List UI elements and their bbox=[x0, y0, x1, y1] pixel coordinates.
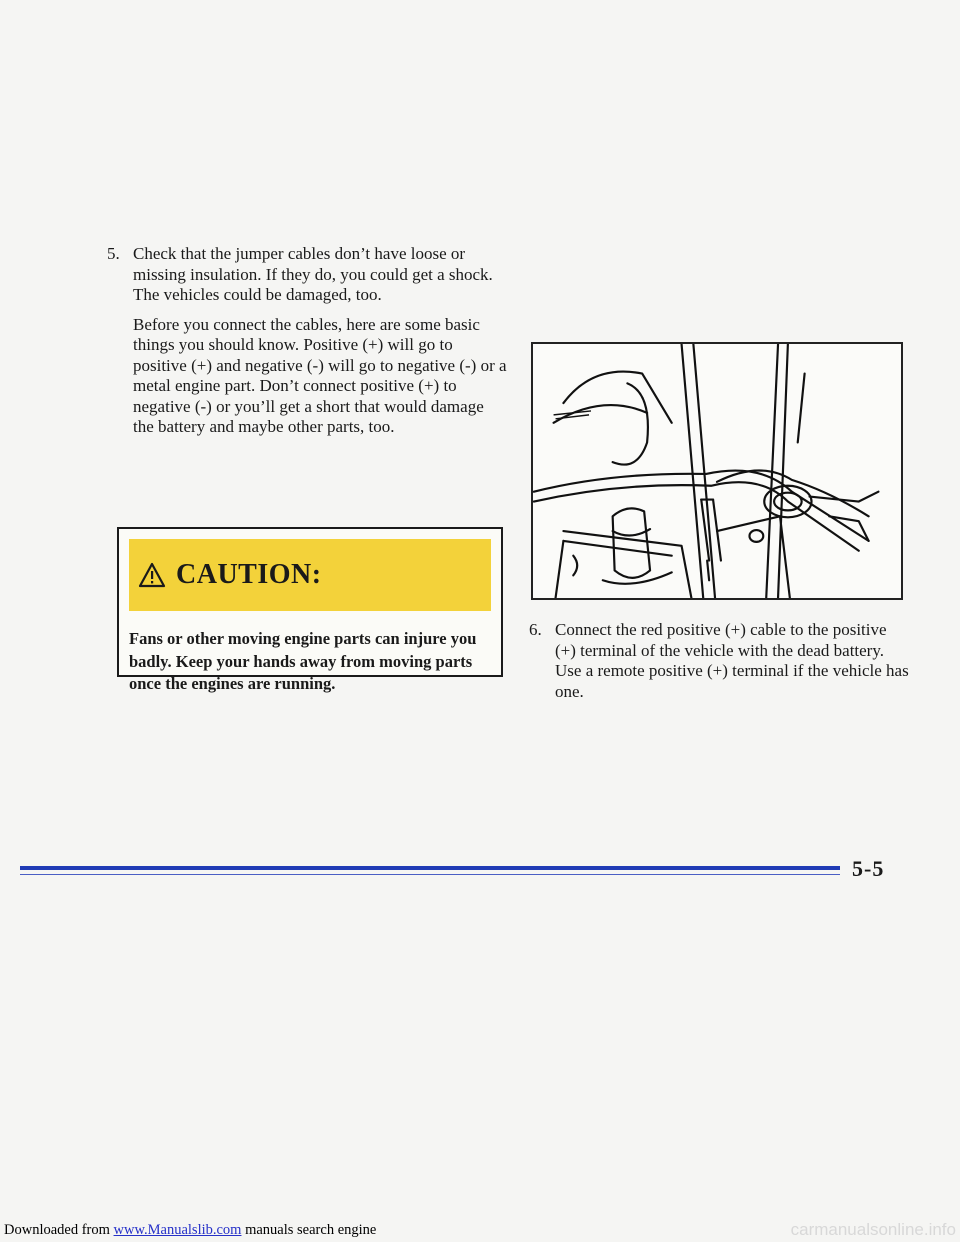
step-5-paragraph-1: Check that the jumper cables don’t have loose or missing insulation. If they do, you could get a shock. The vehicles could be damaged, too. bbox=[133, 244, 493, 304]
caution-label: CAUTION: bbox=[176, 559, 322, 590]
manualslib-link[interactable]: www.Manualslib.com bbox=[113, 1222, 242, 1238]
footer-rule-thick bbox=[20, 866, 840, 870]
download-footer bbox=[4, 1222, 376, 1239]
warning-triangle-icon bbox=[138, 562, 166, 588]
watermark: carmanualsonline.info bbox=[790, 1220, 956, 1239]
step-6 bbox=[529, 620, 909, 702]
step-5-number: 5. bbox=[107, 244, 120, 263]
footer-prefix: Downloaded from bbox=[4, 1222, 114, 1238]
engine-bay-drawing bbox=[533, 344, 901, 598]
engine-jumper-illustration bbox=[531, 342, 903, 600]
step-5-paragraph-2: Before you connect the cables, here are some basic things you should know. Positive (+) will go to positive (+) and negative (-) will go to negative (-) or a metal engine part. Don’t connect positive (+) to negative (-) or you’ll get a short that would damage the battery and maybe other parts, too. bbox=[133, 314, 507, 436]
caution-text: Fans or other moving engine parts can injure you badly. Keep your hands away from moving parts once the engines are running. bbox=[129, 629, 477, 693]
caution-box bbox=[117, 527, 503, 693]
footer-suffix: manuals search engine bbox=[241, 1222, 377, 1238]
step-6-number: 6. bbox=[529, 620, 542, 639]
footer-rule-thin bbox=[20, 874, 840, 875]
caution-header bbox=[129, 539, 491, 611]
page-number: 5-5 bbox=[852, 856, 885, 881]
step-6-text: Connect the red positive (+) cable to the positive (+) terminal of the vehicle with the dead battery. Use a remote positive (+) terminal if the vehicle has one. bbox=[555, 620, 909, 701]
step-5 bbox=[107, 244, 507, 447]
